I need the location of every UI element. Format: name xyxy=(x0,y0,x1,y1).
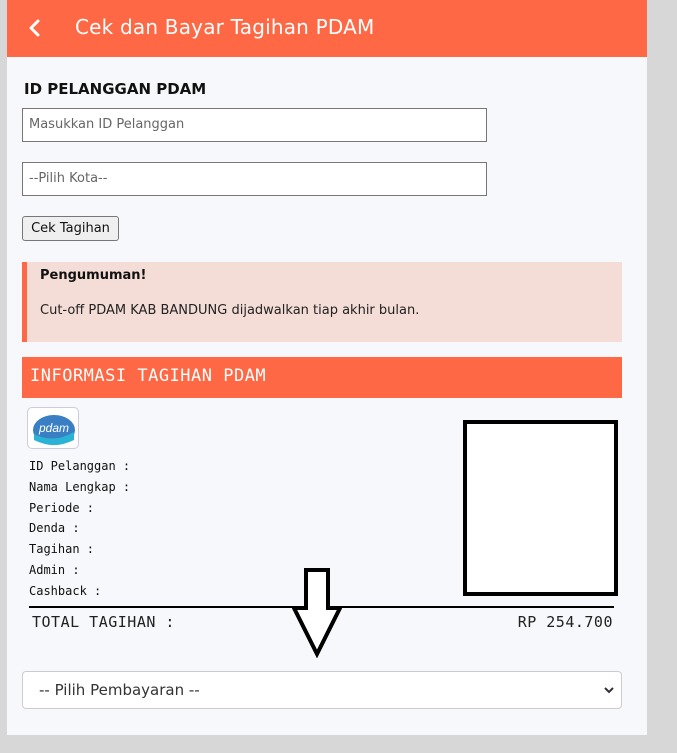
announcement-text: Cut-off PDAM KAB BANDUNG dijadwalkan tiap akhir bulan. xyxy=(40,303,420,318)
field-bill: Tagihan : xyxy=(29,542,95,557)
app-header xyxy=(7,0,647,57)
field-period: Periode : xyxy=(29,500,95,515)
check-bill-button[interactable]: Cek Tagihan xyxy=(22,216,119,241)
svg-text:pdam: pdam xyxy=(38,421,70,435)
field-customer-id: ID Pelanggan : xyxy=(29,459,131,473)
back-button[interactable] xyxy=(19,12,51,44)
city-select[interactable]: --Pilih Kota-- xyxy=(22,162,487,196)
payment-method-select[interactable] xyxy=(22,671,622,709)
bill-info-title: INFORMASI TAGIHAN PDAM xyxy=(30,366,267,386)
down-arrow-icon xyxy=(292,568,342,658)
qr-code-box xyxy=(463,420,618,596)
bill-fields xyxy=(29,456,130,602)
pdam-logo xyxy=(27,407,79,449)
field-full-name: Nama Lengkap : xyxy=(29,479,131,494)
customer-id-input[interactable]: Masukkan ID Pelanggan xyxy=(22,108,487,142)
total-label: TOTAL TAGIHAN : xyxy=(32,613,175,631)
chevron-down-icon xyxy=(603,684,615,696)
announcement-title: Pengumuman! xyxy=(40,268,147,283)
field-cashback: Cashback : xyxy=(29,583,102,598)
total-value: RP 254.700 xyxy=(517,613,613,631)
chevron-left-icon xyxy=(19,12,51,44)
bill-info-header xyxy=(22,357,622,398)
field-penalty: Denda : xyxy=(29,521,80,536)
announcement-box xyxy=(22,262,622,342)
app-window xyxy=(7,0,647,735)
page-title: Cek dan Bayar Tagihan PDAM xyxy=(75,15,375,39)
field-admin: Admin : xyxy=(29,562,80,577)
customer-id-label: ID PELANGGAN PDAM xyxy=(24,80,207,98)
payment-select-value: -- Pilih Pembayaran -- xyxy=(39,681,200,699)
